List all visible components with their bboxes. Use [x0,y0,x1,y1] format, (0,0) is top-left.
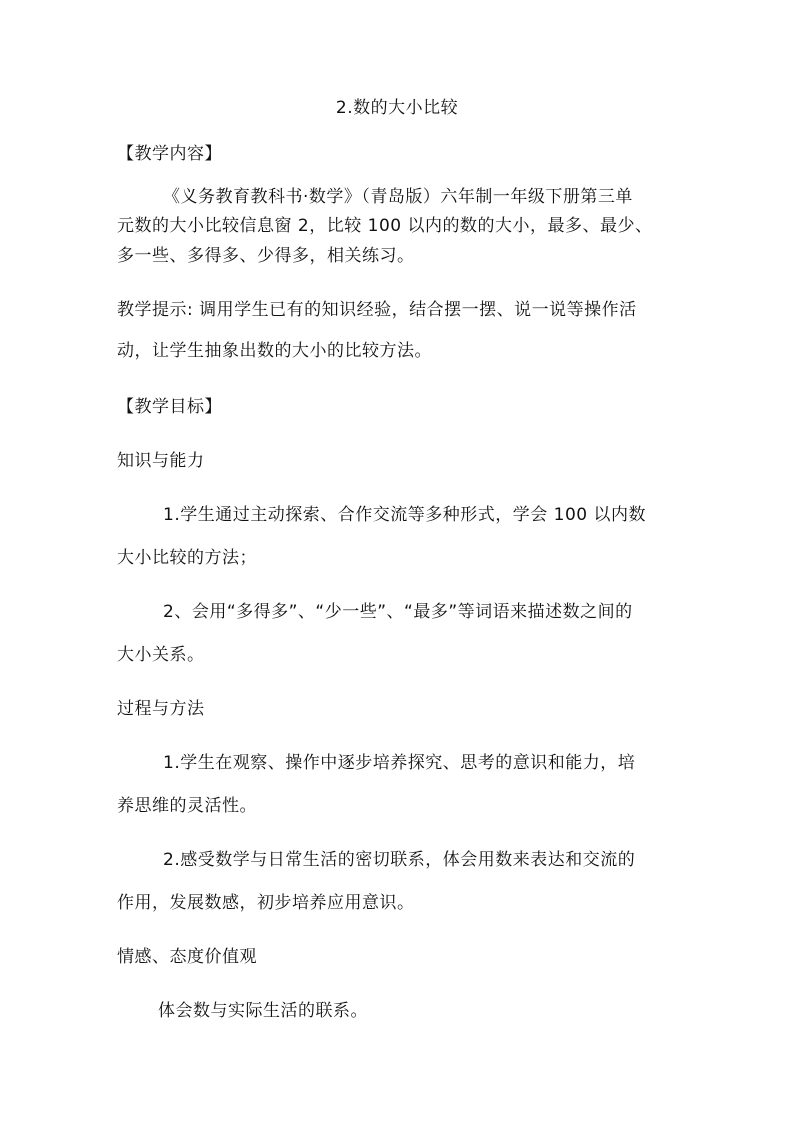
paragraph-line: 2、会用“多得多”、“少一些”、“最多”等词语来描述数之间的 [163,602,633,622]
paragraph-line: 2.感受数学与日常生活的密切联系，体会用数来表达和交流的 [163,850,636,870]
paragraph-line: 元数的大小比较信息窗 2，比较 100 以内的数的大小，最多、最少、 [117,216,653,236]
paragraph-line: 作用，发展数感，初步培养应用意识。 [117,893,415,913]
paragraph-line: 动，让学生抽象出数的大小的比较方法。 [117,341,432,361]
subsection-heading-emotion: 情感、态度价值观 [117,947,257,967]
paragraph-line: 养思维的灵活性。 [117,796,257,816]
section-heading-goals: 【教学目标】 [117,397,222,417]
paragraph-line: 教学提示: 调用学生已有的知识经验，结合摆一摆、说一说等操作活 [117,300,637,320]
subsection-heading-knowledge: 知识与能力 [117,451,205,471]
paragraph-line: 多一些、多得多、少得多，相关练习。 [117,246,415,266]
paragraph-line: 《义务教育教科书·数学》（青岛版）六年制一年级下册第三单 [163,187,633,207]
paragraph-line: 1.学生在观察、操作中逐步培养探究、思考的意识和能力，培 [163,753,636,773]
subsection-heading-process: 过程与方法 [117,699,205,719]
document-title: 2.数的大小比较 [335,98,459,118]
paragraph-line: 大小比较的方法； [117,548,257,568]
section-heading-content: 【教学内容】 [117,144,222,164]
paragraph-line: 大小关系。 [117,645,205,665]
paragraph-line: 1.学生通过主动探索、合作交流等多种形式，学会 100 以内数 [163,505,646,525]
paragraph-line: 体会数与实际生活的联系。 [158,1001,368,1021]
